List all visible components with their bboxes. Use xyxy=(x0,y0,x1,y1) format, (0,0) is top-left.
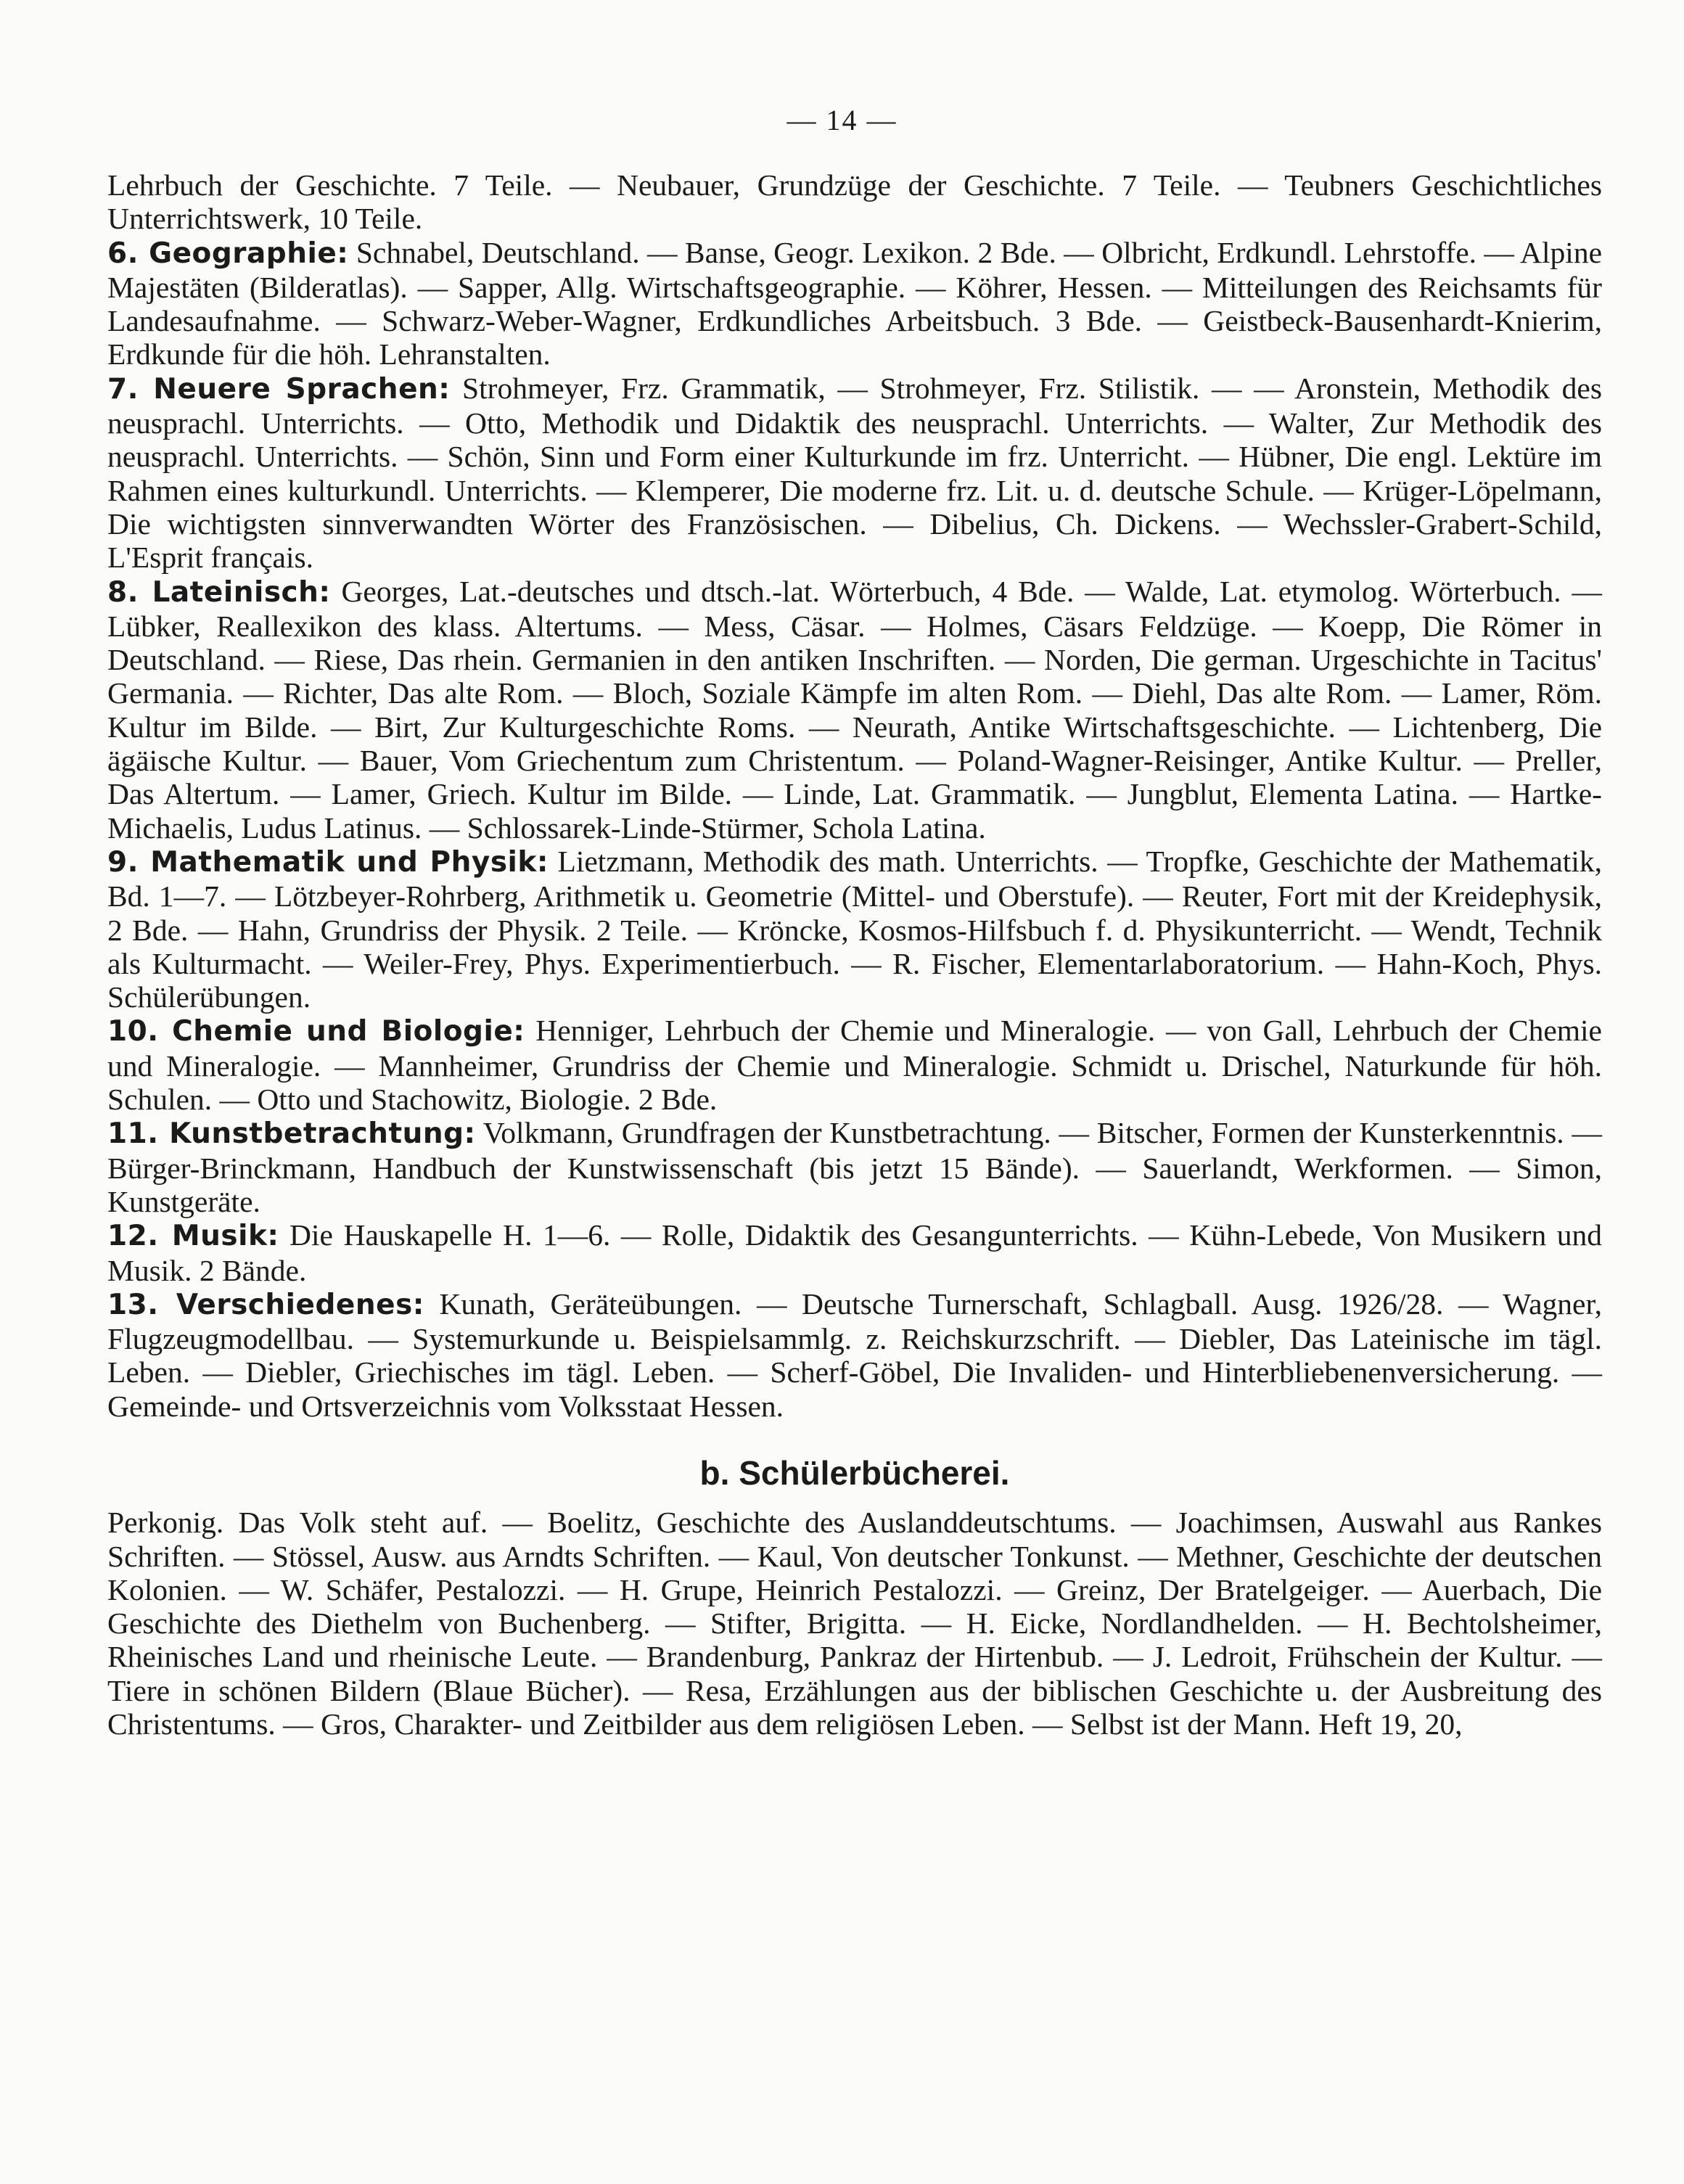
section-title: 8. Lateinisch: xyxy=(107,575,331,609)
section-text: Schnabel, Deutschland. — Banse, Geogr. Lexikon. 2 Bde. — Olbricht, Erdkundl. Lehrstoffe. — Alpine Majestäten (Bilderatlas). — Sapper, Allg. Wirtschaftsgeographie. — Köhrer, Hessen. — Mitteilungen des Reichsamts für Landesaufnahme. — Schwarz-Weber-Wagner, Erdkundliches Arbeitsbuch. 3 Bde. — Geistbeck-Bausenhardt-Knierim, Erdkunde für die höh. Lehranstalten. xyxy=(107,235,1603,371)
section-text: Georges, Lat.-deutsches und dtsch.-lat. Wörterbuch, 4 Bde. — Walde, Lat. etymolog. Wörterbuch. — Lübker, Reallexikon des klass. Altertums. — Mess, Cäsar. — Holmes, Cäsars Feldzüge. — Koepp, Die Römer in Deutschland. — Riese, Das rhein. Germanien in den antiken Inschriften. — Norden, Die german. Urgeschichte in Tacitus' Germania. — Richter, Das alte Rom. — Bloch, Soziale Kämpfe im alten Rom. — Diehl, Das alte Rom. — Lamer, Röm. Kultur im Bilde. — Birt, Zur Kulturgeschichte Roms. — Neurath, Antike Wirtschaftsgeschichte. — Lichtenberg, Die ägäische Kultur. — Bauer, Vom Griechentum zum Christentum. — Poland-Wagner-Reisinger, Antike Kultur. — Preller, Das Altertum. — Lamer, Griech. Kultur im Bilde. — Linde, Lat. Grammatik. — Jungblut, Elementa Latina. — Hartke-Michaelis, Ludus Latinus. — Schlossarek-Linde-Stürmer, Schola Latina. xyxy=(107,574,1603,845)
page-body xyxy=(107,168,1602,1741)
section-title: 9. Mathematik und Physik: xyxy=(107,845,549,879)
section-title: 7. Neuere Sprachen: xyxy=(107,372,451,406)
section-verschiedenes xyxy=(107,1287,1602,1423)
subheading-schuelerbuecherei: b. Schülerbücherei. xyxy=(699,1453,1010,1492)
intro-paragraph: Lehrbuch der Geschichte. 7 Teile. — Neubauer, Grundzüge der Geschichte. 7 Teile. — Teubners Geschichtliches Unterrichtswerk, 10 Teile. xyxy=(107,168,1602,236)
section-text: Henniger, Lehrbuch der Chemie und Mineralogie. — von Gall, Lehrbuch der Chemie und Mineralogie. — Mannheimer, Grundriss der Chemie und Mineralogie. Schmidt u. Drischel, Naturkunde für höh. Schulen. — Otto und Stachowitz, Biologie. 2 Bde. xyxy=(107,1014,1602,1117)
section-kunstbetrachtung xyxy=(107,1116,1602,1218)
page-number: — 14 — xyxy=(786,104,898,136)
section-title: 6. Geographie: xyxy=(107,237,349,270)
section-text: Strohmeyer, Frz. Grammatik, — Strohmeyer, Frz. Stilistik. — — Aronstein, Methodik des neusprachl. Unterrichts. — Otto, Methodik und Didaktik des neusprachl. Unterrichts. — Walter, Zur Methodik des neusprachl. Unterrichts. — Schön, Sinn und Form einer Kulturkunde im frz. Unterricht. — Hübner, Die engl. Lektüre im Rahmen eines kulturkundl. Unterrichts. — Klemperer, Die moderne frz. Lit. u. d. deutsche Schule. — Krüger-Löpelmann, Die wichtigsten sinnverwandten Wörter des Französischen. — Dibelius, Ch. Dickens. — Wechssler-Grabert-Schild, L'Esprit français. xyxy=(107,371,1602,575)
section-neuere-sprachen xyxy=(107,371,1602,575)
section-chemie-biologie xyxy=(107,1014,1602,1116)
section-text: Die Hauskapelle H. 1—6. — Rolle, Didaktik des Gesangunterrichts. — Kühn-Lebede, Von Musikern und Musik. 2 Bände. xyxy=(107,1218,1602,1287)
section-geographie xyxy=(107,236,1602,371)
schuelerbuecherei-paragraph: Perkonig. Das Volk steht auf. — Boelitz, Geschichte des Auslanddeutschtums. — Joachimsen, Auswahl aus Rankes Schriften. — Stössel, Ausw. aus Arndts Schriften. — Kaul, Von deutscher Tonkunst. — Methner, Geschichte der deutschen Kolonien. — W. Schäfer, Pestalozzi. — H. Grupe, Heinrich Pestalozzi. — Greinz, Der Bratelgeiger. — Auerbach, Die Geschichte des Diethelm von Buchenberg. — Stifter, Brigitta. — H. Eicke, Nordlandhelden. — H. Bechtolsheimer, Rheinisches Land und rheinische Leute. — Brandenburg, Pankraz der Hirtenbub. — J. Ledroit, Frühschein der Kultur. — Tiere in schönen Bildern (Blaue Bücher). — Resa, Erzählungen aus der biblischen Geschichte u. der Ausbreitung des Christentums. — Gros, Charakter- und Zeitbilder aus dem religiösen Leben. — Selbst ist der Mann. Heft 19, 20, xyxy=(107,1506,1602,1741)
section-musik xyxy=(107,1218,1602,1287)
section-mathematik-physik xyxy=(107,845,1602,1014)
section-text: Kunath, Geräteübungen. — Deutsche Turnerschaft, Schlagball. Ausg. 1926/28. — Wagner, Flugzeugmodellbau. — Systemurkunde u. Beispielsammlg. z. Reichskurzschrift. — Diebler, Das Lateinische im tägl. Leben. — Diebler, Griechisches im tägl. Leben. — Scherf-Göbel, Die Invaliden- und Hinterbliebenenversicherung. — Gemeinde- und Ortsverzeichnis vom Volksstaat Hessen. xyxy=(107,1286,1602,1423)
section-title: 13. Verschiedenes: xyxy=(107,1288,424,1321)
section-title: 12. Musik: xyxy=(107,1220,279,1253)
section-title: 10. Chemie und Biologie: xyxy=(107,1015,525,1048)
section-text: Volkmann, Grundfragen der Kunstbetrachtung. — Bitscher, Formen der Kunsterkenntnis. — Bürger-Brinckmann, Handbuch der Kunstwissenschaft (bis jetzt 15 Bände). — Sauerlandt, Werkformen. — Simon, Kunstgeräte. xyxy=(107,1116,1602,1218)
section-text: Lietzmann, Methodik des math. Unterrichts. — Tropfke, Geschichte der Mathematik, Bd. 1—7. — Lötzbeyer-Rohrberg, Arithmetik u. Geometrie (Mittel- und Oberstufe). — Reuter, Fort mit der Kreidephysik, 2 Bde. — Hahn, Grundriss der Physik. 2 Teile. — Kröncke, Kosmos-Hilfsbuch f. d. Physikunterricht. — Wendt, Technik als Kulturmacht. — Weiler-Frey, Phys. Experimentierbuch. — R. Fischer, Elementarlaboratorium. — Hahn-Koch, Phys. Schülerübungen. xyxy=(107,844,1602,1014)
section-title: 11. Kunstbetrachtung: xyxy=(107,1117,476,1151)
section-lateinisch xyxy=(107,575,1602,845)
